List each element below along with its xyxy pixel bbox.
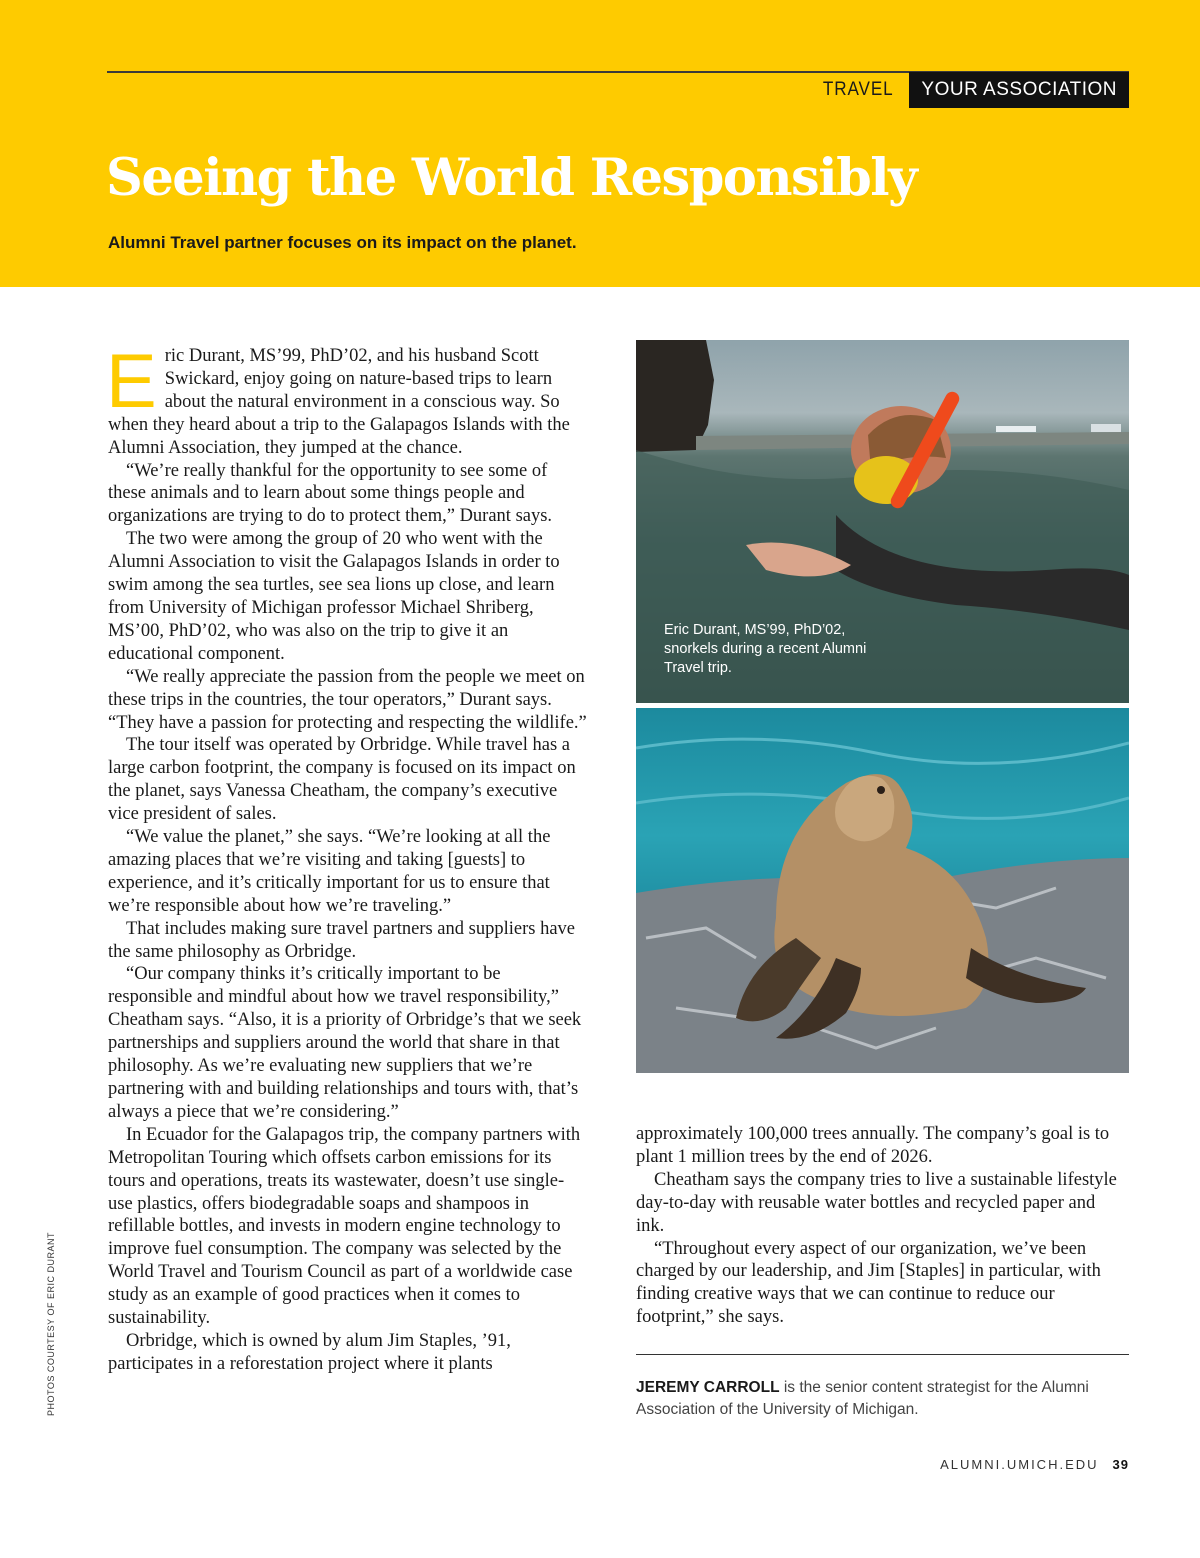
- author-bio-text: is the senior content strategist for the Alumni Association of the University of Michigan.: [636, 1379, 1089, 1418]
- article-paragraph: Cheatham says the company tries to live a sustainable lifestyle day-to-day with reusable water bottles and recycled paper and ink.: [636, 1169, 1117, 1236]
- article-paragraph: “We’re really thankful for the opportunity to see some of these animals and to learn about some things people and organizations are trying to do to protect them,” Durant says.: [108, 460, 553, 527]
- department-label: YOUR ASSOCIATION: [909, 72, 1129, 108]
- article-column-left: [106, 339, 588, 1376]
- photo-credit: PHOTOS COURTESY OF ERIC DURANT: [46, 1231, 56, 1416]
- article-paragraph: “We value the planet,” she says. “We’re looking at all the amazing places that we’re visiting and taking [guests] to experience, and it’s critically important for us to ensure that we’re responsible about how we’re traveling.”: [108, 827, 551, 916]
- article-title: Seeing the World Responsibly: [106, 148, 917, 208]
- author-bio: [636, 1377, 1106, 1421]
- page-footer: [940, 1457, 1129, 1472]
- snorkeler-photo: [636, 340, 1129, 703]
- author-name: JEREMY CARROLL: [636, 1379, 780, 1396]
- article-paragraph: That includes making sure travel partners and suppliers have the same philosophy as Orbridge.: [108, 918, 575, 962]
- signature-divider: [636, 1354, 1129, 1355]
- sea-lion-photo: [636, 708, 1129, 1073]
- article-column-right: [636, 1123, 1128, 1329]
- article-paragraph: In Ecuador for the Galapagos trip, the company partners with Metropolitan Touring which offsets carbon emissions for its tours and operations, treats its wastewater, doesn’t use single-use plastics, offers biodegradable soaps and shampoos in refillable bottles, and invests in modern engine technology to improve fuel consumption. The company was selected by the World Travel and Tourism Council as part of a worldwide case study as an example of good practices when it comes to sustainability.: [108, 1124, 581, 1329]
- article-paragraph: Orbridge, which is owned by alum Jim Staples, ’91, participates in a reforestation project where it plants: [108, 1330, 511, 1374]
- article-paragraph: “Throughout every aspect of our organization, we’ve been charged by our leadership, and Jim [Staples] in particular, with finding creative ways that we can continue to reduce our footprint,” she says.: [636, 1238, 1101, 1328]
- article-paragraph: The two were among the group of 20 who went with the Alumni Association to visit the Galapagos Islands in order to swim among the sea turtles, see sea lions up close, and learn from University of Michigan professor Michael Shriberg, MS’00, PhD’02, who was also on the trip to give it an educational component.: [108, 529, 560, 664]
- page-number: 39: [1112, 1457, 1129, 1472]
- article-paragraph: approximately 100,000 trees annually. The company’s goal is to plant 1 million trees by the end of 2026.: [636, 1124, 1110, 1167]
- article-paragraph: [106, 339, 588, 460]
- article-paragraph: The tour itself was operated by Orbridge. While travel has a large carbon footprint, the company is focused on its impact on the planet, says Vanessa Cheatham, the company’s executive vice president of sales.: [108, 735, 576, 825]
- photo-caption: Eric Durant, MS’99, PhD’02, snorkels during a recent Alumni Travel trip.: [664, 622, 867, 676]
- section-label: TRAVEL: [822, 79, 894, 100]
- article-paragraph: “Our company thinks it’s critically important to be responsible and mindful about how we travel responsibility,” Cheatham says. “Also, it is a priority of Orbridge’s that we seek partnerships and suppliers around the world that share in that philosophy. As we’re evaluating new suppliers that we’re partnering with and building relationships and tours with, that’s always a piece that we’re considering.”: [108, 964, 582, 1122]
- footer-website: ALUMNI.UMICH.EDU: [940, 1457, 1099, 1472]
- header-banner: [0, 0, 1200, 287]
- drop-cap: E: [106, 339, 157, 424]
- article-paragraph: “We really appreciate the passion from the people we meet on these trips in the countries, the tour operators,” Durant says. “They have a passion for protecting and respecting the wildlife.”: [108, 666, 587, 733]
- section-tags: [807, 72, 1129, 108]
- paragraph-text: ric Durant, MS’99, PhD’02, and his husband Scott Swickard, enjoy going on nature-based trips to learn about the natural environment in a conscious way. So when they heard about a trip to the Galapagos Islands with the Alumni Association, they jumped at the chance.: [108, 346, 570, 458]
- article-subtitle: Alumni Travel partner focuses on its impact on the planet.: [108, 233, 577, 252]
- sea-lion-illustration: [636, 708, 1129, 1073]
